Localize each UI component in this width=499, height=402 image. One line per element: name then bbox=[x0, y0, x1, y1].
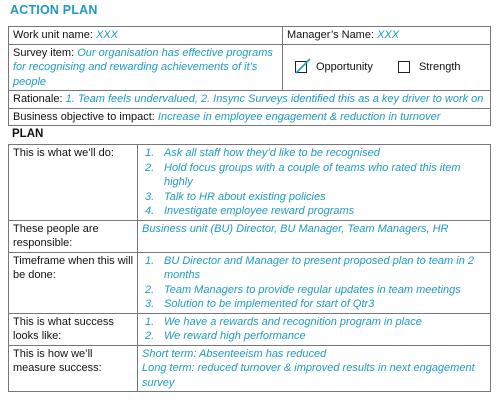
rationale-cell[interactable] bbox=[9, 91, 491, 109]
opportunity-label: Opportunity bbox=[316, 61, 373, 73]
strength-checkbox[interactable] bbox=[398, 61, 410, 73]
list-item bbox=[142, 283, 486, 298]
plan-row-value[interactable] bbox=[138, 145, 491, 221]
list-text: BU Director and Manager to present proposed plan to team in 2 months bbox=[164, 254, 475, 281]
list-item bbox=[142, 315, 486, 330]
work-unit-label: Work unit name: bbox=[13, 29, 93, 41]
rationale-row bbox=[9, 91, 491, 109]
survey-item-label: Survey item: bbox=[13, 46, 75, 59]
list-text: Solution to be implemented for start of Qtr3 bbox=[164, 298, 375, 310]
list-text: Investigate employee reward programs bbox=[164, 205, 355, 217]
list-number: 1. bbox=[145, 147, 155, 159]
list-item bbox=[142, 190, 486, 205]
type-cell bbox=[283, 44, 491, 91]
list-item bbox=[142, 254, 486, 283]
list-number: 2. bbox=[145, 283, 155, 296]
opportunity-option[interactable] bbox=[295, 60, 373, 75]
list-number: 2. bbox=[145, 330, 155, 342]
manager-cell[interactable] bbox=[283, 27, 491, 45]
survey-item-cell[interactable] bbox=[9, 44, 283, 91]
check-icon bbox=[293, 56, 313, 76]
plan-row-timeframe bbox=[9, 252, 491, 313]
plan-row-responsible bbox=[9, 220, 491, 252]
list-text: Ask all staff how they’d like to be recognised bbox=[164, 147, 380, 159]
plan-row-value[interactable] bbox=[138, 345, 491, 392]
list-number: 3. bbox=[145, 190, 155, 203]
objective-value: Increase in employee engagement & reduction in turnover bbox=[157, 110, 441, 123]
survey-item-row bbox=[9, 44, 491, 91]
list-text: Team Managers to provide regular updates in team meetings bbox=[164, 283, 461, 296]
responsible-text: Business unit (BU) Director, BU Manager, Team Managers, HR bbox=[142, 222, 449, 235]
numbered-list bbox=[142, 254, 486, 312]
list-text: Hold focus groups with a couple of teams who rated this item highly bbox=[164, 161, 461, 188]
opportunity-checkbox[interactable] bbox=[295, 61, 307, 73]
plan-row-success-looks-like bbox=[9, 313, 491, 345]
plan-table bbox=[8, 144, 491, 392]
measure-line: Short term: Absenteeism has reduced bbox=[142, 347, 327, 360]
rationale-value: 1. Team feels undervalued, 2. Insync Surveys identified this as a key driver to work on bbox=[65, 93, 484, 105]
list-item bbox=[142, 297, 486, 312]
plan-title: PLAN bbox=[12, 128, 44, 140]
strength-label: Strength bbox=[418, 61, 461, 73]
numbered-list bbox=[142, 146, 486, 219]
plan-row-label: These people are responsible: bbox=[9, 220, 138, 252]
list-item bbox=[142, 161, 486, 190]
objective-cell[interactable] bbox=[9, 108, 491, 126]
work-unit-cell[interactable] bbox=[9, 27, 283, 45]
plan-row-measure-success bbox=[9, 345, 491, 392]
list-number: 1. bbox=[145, 315, 155, 328]
list-item bbox=[142, 329, 486, 344]
measure-line: Long term: reduced turnover & improved results in next engagement survey bbox=[142, 362, 475, 389]
plan-row-label: This is what success looks like: bbox=[9, 313, 138, 345]
plan-row-value[interactable] bbox=[138, 252, 491, 313]
list-item bbox=[142, 146, 486, 161]
header-table bbox=[8, 26, 491, 126]
strength-option[interactable] bbox=[398, 60, 461, 75]
numbered-list bbox=[142, 315, 486, 344]
plan-row-value[interactable] bbox=[138, 220, 491, 252]
list-item bbox=[142, 204, 486, 219]
objective-label: Business objective to impact: bbox=[13, 110, 155, 123]
list-number: 4. bbox=[145, 205, 155, 217]
list-number: 2. bbox=[145, 161, 155, 174]
survey-item-value: Our organisation has effective programs for recognising and rewarding achievements of it’s people bbox=[13, 46, 273, 88]
plan-row-label: This is how we’ll measure success: bbox=[9, 345, 138, 392]
list-text: We reward high performance bbox=[164, 330, 306, 342]
plan-row-value[interactable] bbox=[138, 313, 491, 345]
list-text: We have a rewards and recognition program in place bbox=[164, 315, 422, 328]
list-text: Talk to HR about existing policies bbox=[164, 190, 326, 203]
rationale-label: Rationale: bbox=[13, 93, 63, 105]
manager-value: XXX bbox=[377, 29, 400, 41]
plan-row-label: This is what we’ll do: bbox=[9, 145, 138, 221]
plan-row-what-we-will-do bbox=[9, 145, 491, 221]
objective-row bbox=[9, 108, 491, 126]
page-title: ACTION PLAN bbox=[10, 3, 98, 17]
plan-row-label: Timeframe when this will be done: bbox=[9, 252, 138, 313]
manager-label: Manager’s Name: bbox=[287, 29, 375, 41]
list-number: 1. bbox=[145, 254, 155, 267]
list-number: 3. bbox=[145, 298, 155, 310]
work-unit-row bbox=[9, 27, 491, 45]
work-unit-value: XXX bbox=[95, 29, 118, 41]
